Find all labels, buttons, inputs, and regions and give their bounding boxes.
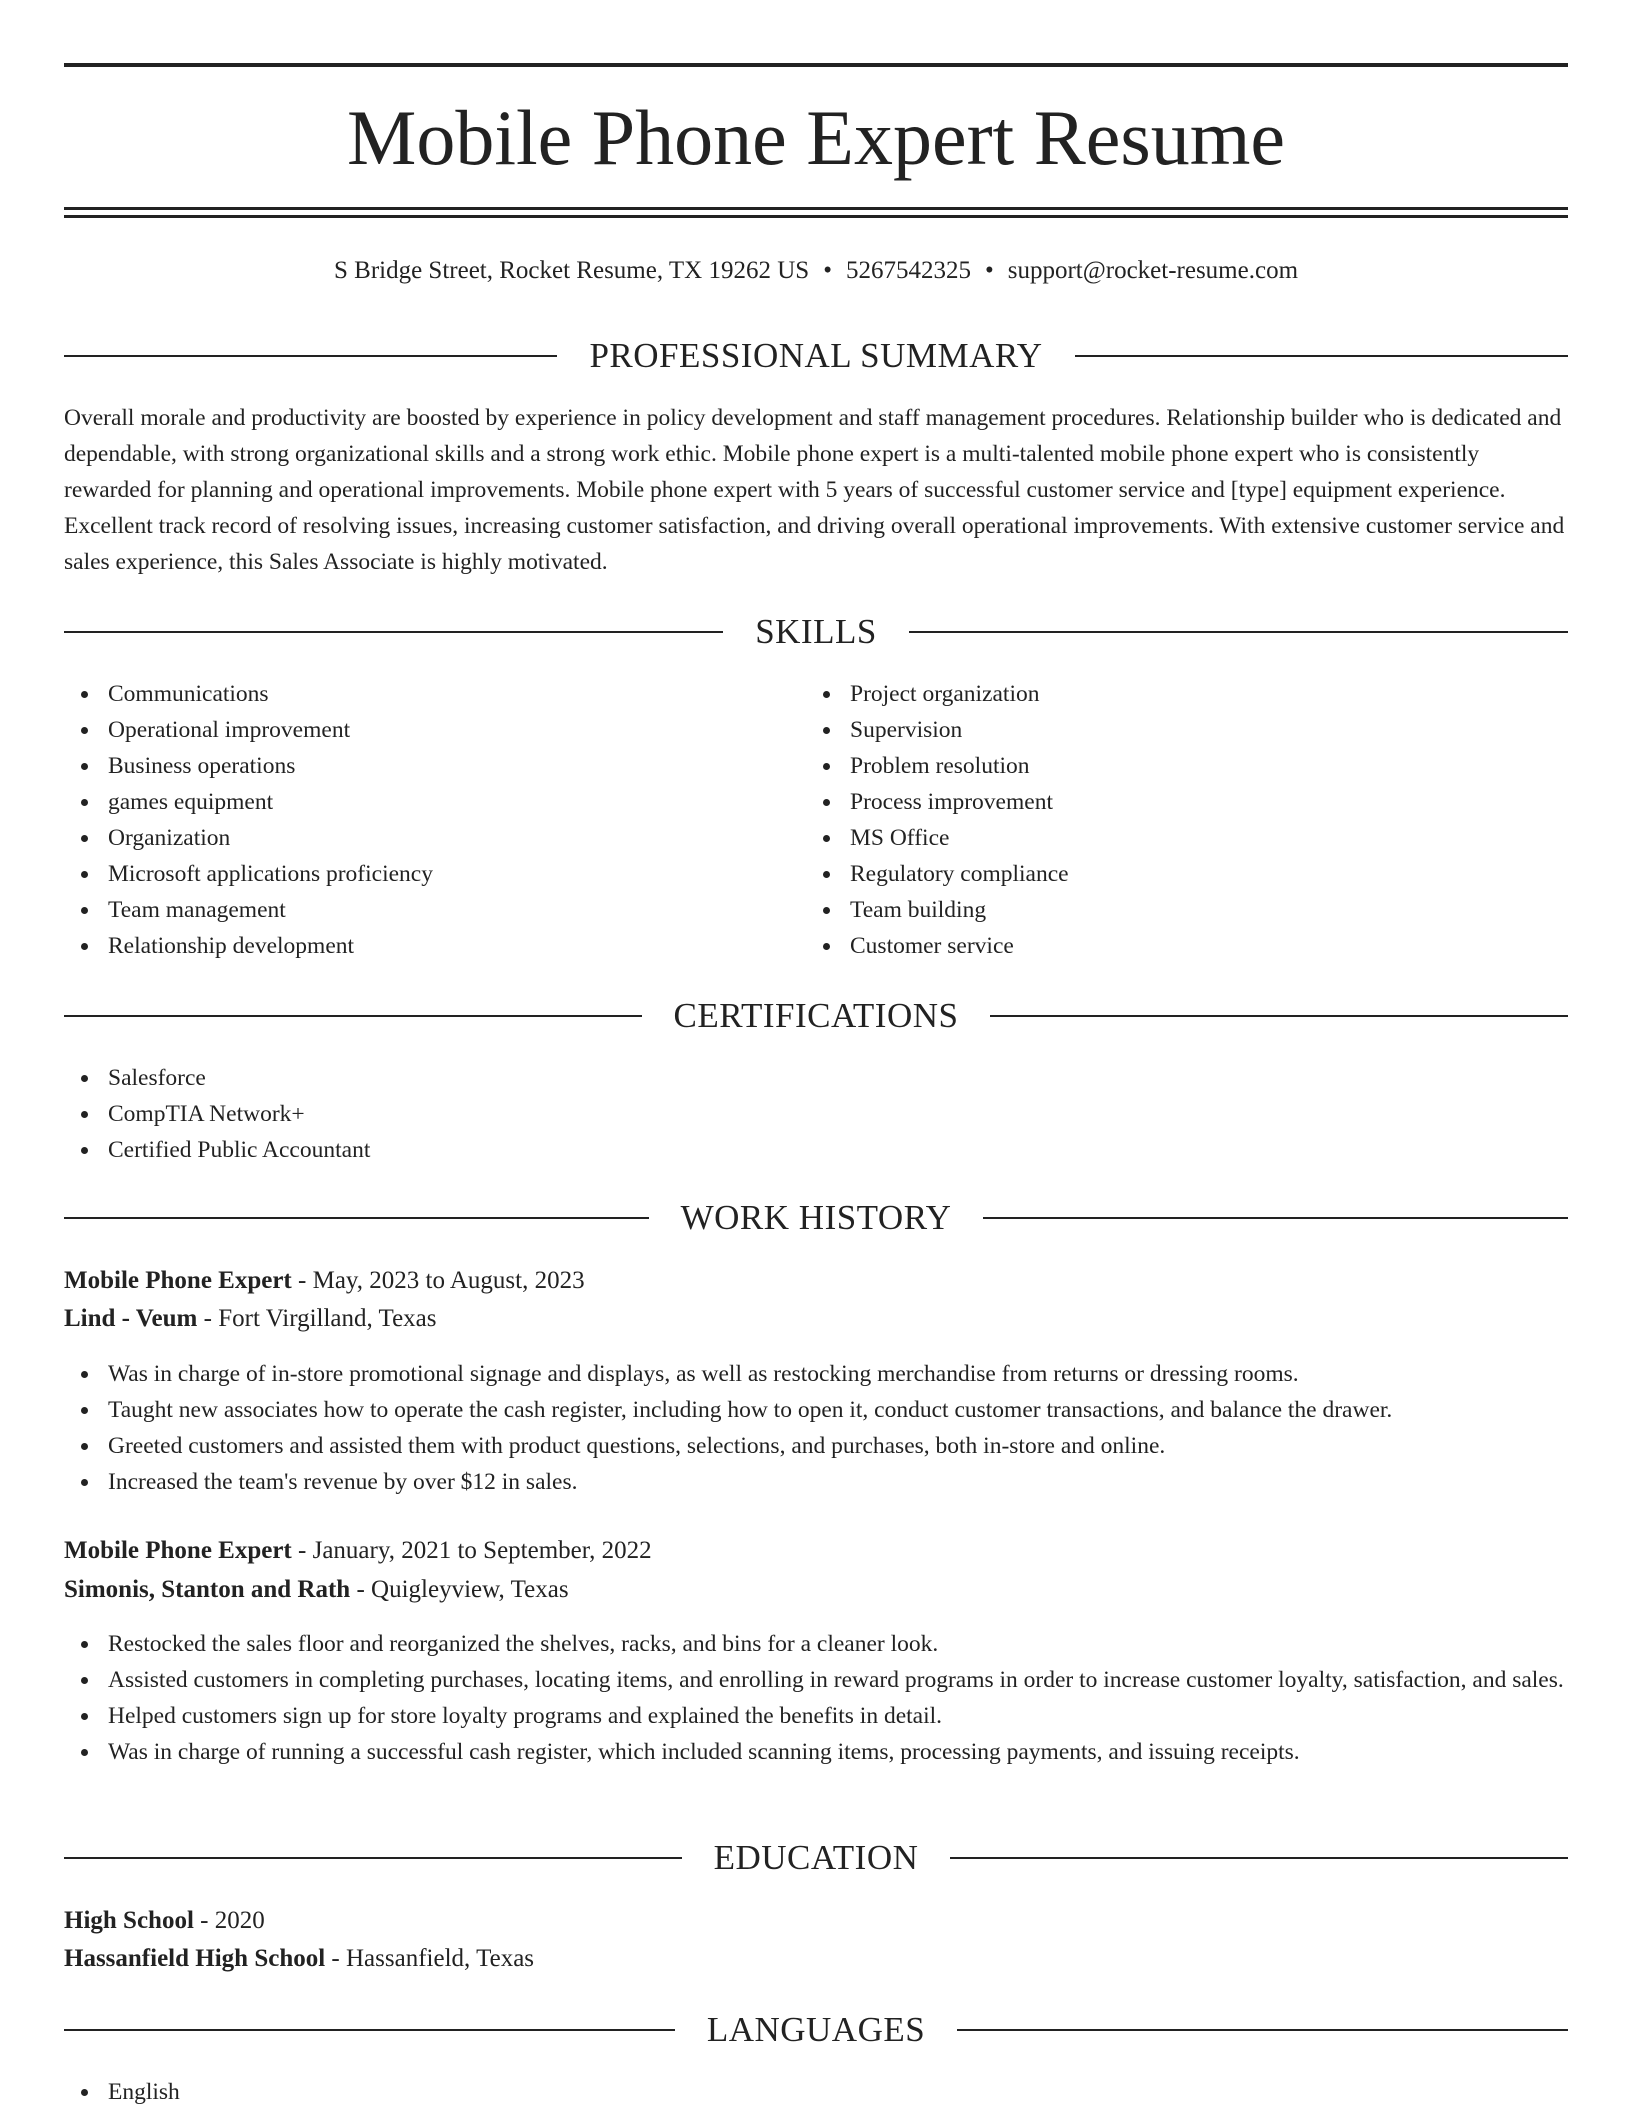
languages-list xyxy=(64,2074,1568,2110)
job-bullet: Was in charge of in-store promotional signage and displays, as well as restocking merchandise from returns or dressing rooms. xyxy=(64,1356,1568,1392)
job-bullet: Greeted customers and assisted them with product questions, selections, and purchases, both in-store and online. xyxy=(64,1428,1568,1464)
education-heading xyxy=(64,1836,1568,1880)
job-bullets xyxy=(64,1626,1568,1770)
job-company: Simonis, Stanton and Rath xyxy=(64,1576,351,1603)
section-title: PROFESSIONAL SUMMARY xyxy=(589,336,1043,375)
heading-rule xyxy=(950,1857,1568,1859)
skill-item: games equipment xyxy=(64,784,804,820)
skill-item: Relationship development xyxy=(64,928,804,964)
heading-rule xyxy=(64,1857,682,1859)
resume-title: Mobile Phone Expert Resume xyxy=(346,94,1286,181)
contact-separator: • xyxy=(823,257,832,284)
heading-rule xyxy=(957,2029,1568,2031)
job-location: Fort Virgilland, Texas xyxy=(218,1305,437,1332)
section-title: SKILLS xyxy=(755,612,877,651)
certification-item: CompTIA Network+ xyxy=(64,1096,1568,1132)
skill-item: Microsoft applications proficiency xyxy=(64,856,804,892)
section-title: EDUCATION xyxy=(713,1838,919,1877)
skill-item: MS Office xyxy=(806,820,1546,856)
skill-item: Regulatory compliance xyxy=(806,856,1546,892)
heading-rule xyxy=(64,355,557,357)
job-bullet: Restocked the sales floor and reorganized the shelves, racks, and bins for a cleaner look. xyxy=(64,1626,1568,1662)
summary-heading xyxy=(64,334,1568,378)
skill-item: Problem resolution xyxy=(806,748,1546,784)
job-dates: May, 2023 to August, 2023 xyxy=(312,1267,585,1294)
skill-item: Business operations xyxy=(64,748,804,784)
summary-text: Overall morale and productivity are boosted by experience in policy development and staff management procedures. Relationship builder who is dedicated and dependable, with strong organizational skills and a strong work ethic. Mobile phone expert is a multi-talented mobile phone expert who is consistently rewarded for planning and operational improvements. Mobile phone expert with 5 years of successful customer service and [type] equipment experience. Excellent track record of resolving issues, increasing customer satisfaction, and driving overall operational improvements. With extensive customer service and sales experience, this Sales Associate is highly motivated. xyxy=(64,405,1565,575)
job-bullet: Helped customers sign up for store loyalty programs and explained the benefits in detail. xyxy=(64,1698,1568,1734)
certification-item: Salesforce xyxy=(64,1060,1568,1096)
certifications-heading xyxy=(64,994,1568,1038)
heading-rule xyxy=(909,631,1568,633)
skill-item: Supervision xyxy=(806,712,1546,748)
section-title: WORK HISTORY xyxy=(680,1198,952,1237)
job-bullet: Was in charge of running a successful cash register, which included scanning items, processing payments, and issuing receipts. xyxy=(64,1734,1568,1770)
skills-list-right xyxy=(806,676,1546,964)
heading-rule xyxy=(1075,355,1568,357)
skill-item: Process improvement xyxy=(806,784,1546,820)
skill-item: Communications xyxy=(64,676,804,712)
heading-rule xyxy=(64,1217,649,1219)
education-year: 2020 xyxy=(214,1907,265,1934)
education-school-line: Hassanfield High School - Hassanfield, Texas xyxy=(64,1945,535,1972)
skill-item: Project organization xyxy=(806,676,1546,712)
certification-item: Certified Public Accountant xyxy=(64,1132,1568,1168)
section-title: LANGUAGES xyxy=(706,2010,926,2049)
education-degree: High School xyxy=(64,1907,194,1934)
job-company-line: Lind - Veum - Fort Virgilland, Texas xyxy=(64,1305,437,1332)
skill-item: Organization xyxy=(64,820,804,856)
job-company: Lind - Veum xyxy=(64,1305,198,1332)
skill-item: Operational improvement xyxy=(64,712,804,748)
language-item: English xyxy=(64,2074,1568,2110)
contact-address: S Bridge Street, Rocket Resume, TX 19262 US xyxy=(333,257,810,284)
contact-phone: 5267542325 xyxy=(845,257,971,284)
education-location: Hassanfield, Texas xyxy=(346,1945,535,1972)
title-rule-upper xyxy=(64,207,1568,210)
contact-separator: • xyxy=(984,257,994,284)
education-school: Hassanfield High School xyxy=(64,1945,326,1972)
skill-item: Customer service xyxy=(806,928,1546,964)
job-dates: January, 2021 to September, 2022 xyxy=(312,1537,652,1564)
contact-email: support@rocket-resume.com xyxy=(1007,257,1299,284)
heading-rule xyxy=(64,1015,642,1017)
contact-line xyxy=(64,254,1568,288)
heading-rule xyxy=(983,1217,1568,1219)
job-bullet: Increased the team's revenue by over $12 in sales. xyxy=(64,1464,1568,1500)
work-history-heading xyxy=(64,1196,1568,1240)
section-title: CERTIFICATIONS xyxy=(673,996,959,1035)
job-title: Mobile Phone Expert xyxy=(64,1267,292,1294)
job-bullets xyxy=(64,1356,1568,1500)
certifications-list xyxy=(64,1060,1568,1168)
skill-item: Team building xyxy=(806,892,1546,928)
job-bullet: Assisted customers in completing purchases, locating items, and enrolling in reward programs in order to increase customer loyalty, satisfaction, and sales. xyxy=(64,1662,1568,1698)
heading-rule xyxy=(990,1015,1568,1017)
job-bullet: Taught new associates how to operate the cash register, including how to open it, conduct customer transactions, and balance the drawer. xyxy=(64,1392,1568,1428)
heading-rule xyxy=(64,2029,675,2031)
skills-list-left xyxy=(64,676,804,964)
languages-heading xyxy=(64,2008,1568,2052)
job-title-line: Mobile Phone Expert - May, 2023 to August, 2023 xyxy=(64,1267,585,1294)
education-degree-line: High School - 2020 xyxy=(64,1907,265,1934)
top-rule xyxy=(64,63,1568,67)
heading-rule xyxy=(64,631,723,633)
job-title: Mobile Phone Expert xyxy=(64,1537,292,1564)
job-location: Quigleyview, Texas xyxy=(371,1576,569,1603)
job-title-line: Mobile Phone Expert - January, 2021 to September, 2022 xyxy=(64,1537,652,1564)
title-rule-lower xyxy=(64,215,1568,218)
job-company-line: Simonis, Stanton and Rath - Quigleyview, Texas xyxy=(64,1576,569,1603)
skill-item: Team management xyxy=(64,892,804,928)
skills-heading xyxy=(64,610,1568,654)
